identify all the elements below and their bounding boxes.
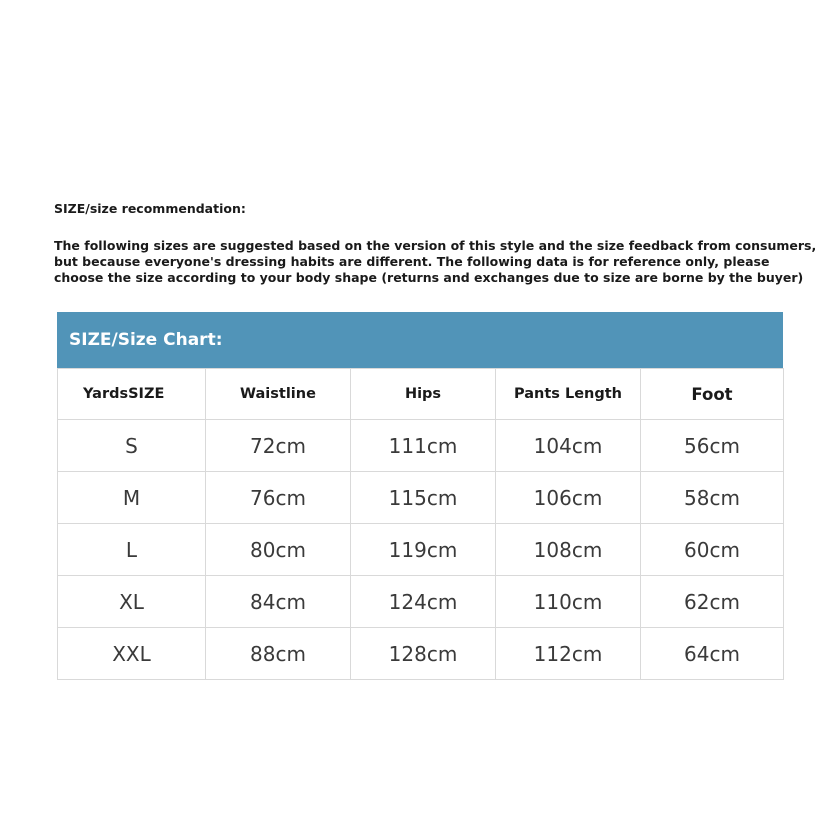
column-header-size: YardsSIZE [58,369,206,420]
column-header-hips: Hips [351,369,496,420]
pants-length-cell: 106cm [496,472,641,524]
hips-cell: 119cm [351,524,496,576]
size-cell: S [58,420,206,472]
pants-length-cell: 104cm [496,420,641,472]
table-row [58,524,784,576]
size-chart [57,312,783,680]
waistline-cell: 76cm [206,472,351,524]
waistline-cell: 88cm [206,628,351,680]
waistline-cell: 80cm [206,524,351,576]
size-cell: L [58,524,206,576]
recommendation-note [54,238,817,286]
recommendation-heading: SIZE/size recommendation: [54,201,246,216]
foot-cell: 58cm [641,472,784,524]
size-chart-title: SIZE/Size Chart: [69,330,223,350]
column-header-waistline: Waistline [206,369,351,420]
waistline-cell: 84cm [206,576,351,628]
note-line: but because everyone's dressing habits are different. The following data is for reference only, please [54,254,770,269]
foot-cell: 60cm [641,524,784,576]
table-row [58,576,784,628]
size-cell: XL [58,576,206,628]
note-line: The following sizes are suggested based on the version of this style and the size feedback from consumers, [54,238,817,253]
note-line: choose the size according to your body shape (returns and exchanges due to size are borne by the buyer) [54,270,804,285]
size-table [57,368,784,680]
size-chart-title-bar [57,312,783,368]
size-cell: M [58,472,206,524]
column-header-pants-length: Pants Length [496,369,641,420]
hips-cell: 124cm [351,576,496,628]
table-row [58,420,784,472]
foot-cell: 62cm [641,576,784,628]
column-header-foot: Foot [641,369,784,420]
table-row [58,472,784,524]
pants-length-cell: 112cm [496,628,641,680]
table-header-row [58,369,784,420]
pants-length-cell: 108cm [496,524,641,576]
hips-cell: 128cm [351,628,496,680]
hips-cell: 115cm [351,472,496,524]
waistline-cell: 72cm [206,420,351,472]
pants-length-cell: 110cm [496,576,641,628]
table-row [58,628,784,680]
foot-cell: 56cm [641,420,784,472]
size-cell: XXL [58,628,206,680]
hips-cell: 111cm [351,420,496,472]
foot-cell: 64cm [641,628,784,680]
